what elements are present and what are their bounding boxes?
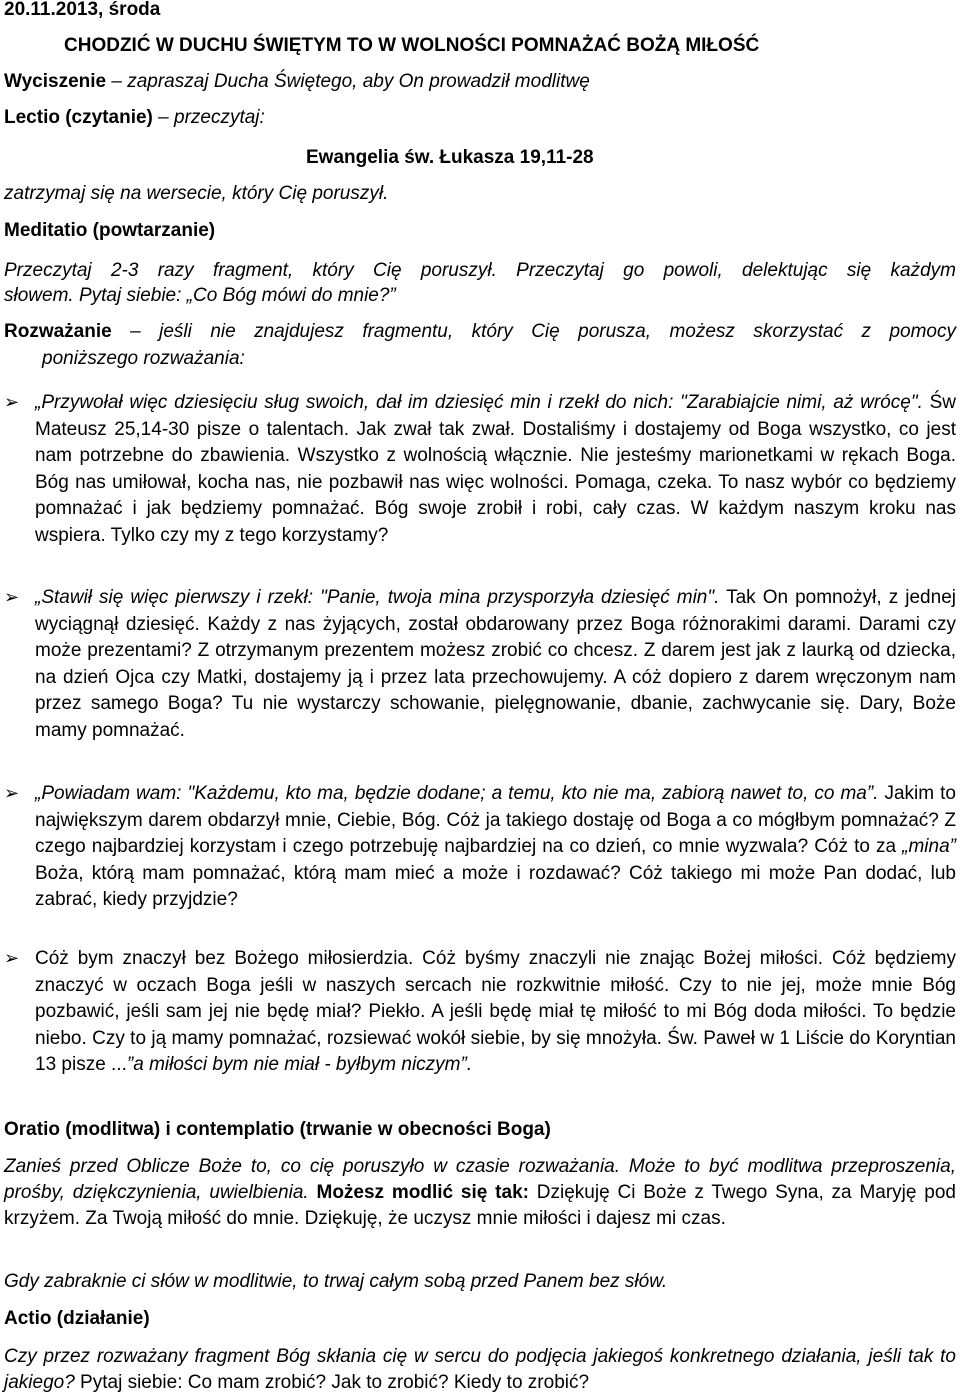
rozwazanie-line-1 — [4, 320, 956, 344]
rozwazanie-line-2: poniższego rozważania: — [42, 348, 245, 369]
meditatio-label: Meditatio (powtarzanie) — [4, 220, 216, 241]
bullet-1-body: Św Mateusz 25,14-30 pisze o talentach. Jak zwał tak zwał. Dostaliśmy i dostajemy od Boga wszystko, co jest nam potrzebne do zbawienia. Wszystko z wolnością włącznie. Nie jesteśmy marionetkami w rękach Boga. Bóg nas umiłował, kocha nas, nie pozbawił nas więc wolności. Pomaga, czeka. To nasz wybór co będziemy pomnażać i jak będziemy pomnażać. Bóg swoje zrobił i robi, cały czas. W każdym naszym kroku nas wspiera. Tylko czy my z tego korzystamy? — [35, 392, 956, 546]
actio-label: Actio (działanie) — [4, 1308, 150, 1329]
date: 20.11.2013, środa — [4, 0, 161, 20]
bullet-4-body: Cóż bym znaczył bez Bożego miłosierdzia. Cóż byśmy znaczyli nie znając Bożej miłości. Cóż będziemy znaczyć w oczach Boga jeśli w naszych sercach nie rozkwitnie miłość. Czy to nie jej, może mnie Bóg pozbawić, jeśli sam jej nie będę miał? Piekło. A jeśli będę miał tę miłość to mi Bóg doda miłości. To będzie niebo. Czy to ją mamy pomnażać, rozsiewać wokół siebie, by się mnożyła. Św. Paweł w 1 Liście do Koryntian 13 pisze ... — [35, 948, 956, 1075]
bullet-4-text — [35, 946, 956, 1079]
bullet-1-quote: „Przywołał więc dziesięciu sług swoich, dał im dziesięć min i rzekł do nich: "Zarabiajcie nimi, aż wrócę". — [35, 392, 923, 413]
bullet-3-body-a: Jakim to największym darem obdarzył mnie, Ciebie, Bóg. Cóż ja takiego dostaję od Boga a co mógłbym pomnażać? Z czego najbardziej korzystam i czego potrzebuję najbardziej na co dzień, co mnie wyzwala? Cóż to za — [35, 783, 956, 857]
gospel-reference: Ewangelia św. Łukasza 19,11-28 — [306, 147, 594, 168]
oratio-bold: Możesz modlić się tak: — [308, 1182, 529, 1203]
lectio-line — [4, 106, 265, 130]
meditatio-line-2: słowem. Pytaj siebie: „Co Bóg mówi do mnie?” — [4, 285, 396, 306]
arrowhead-bullet-icon: ➢ — [4, 783, 20, 803]
lectio-label: Lectio (czytanie) — [4, 107, 153, 128]
page-title: CHODZIĆ W DUCHU ŚWIĘTYM TO W WOLNOŚCI POMNAŻAĆ BOŻĄ MIŁOŚĆ — [64, 35, 760, 56]
bullet-3-quote: „Powiadam wam: "Każdemu, kto ma, będzie dodane; a temu, kto nie ma, zabiorą nawet to, co ma”. — [35, 783, 879, 804]
oratio-silence: Gdy zabraknie ci słów w modlitwie, to trwaj całym sobą przed Panem bez słów. — [4, 1271, 668, 1292]
wyciszenie-text: – zapraszaj Ducha Świętego, aby On prowadził modlitwę — [106, 71, 590, 92]
bullet-3-mina: „mina” — [902, 836, 956, 857]
rozwazanie-text: – jeśli nie znajdujesz fragmentu, który Cię porusza, możesz skorzystać z pomocy — [111, 321, 956, 342]
actio-paragraph — [4, 1344, 956, 1396]
bullet-2-quote: „Stawił się więc pierwszy i rzekł: "Panie, twoja mina przysporzyła dziesięć min". — [35, 587, 720, 608]
bullet-3-text — [35, 781, 956, 914]
arrowhead-bullet-icon: ➢ — [4, 587, 20, 607]
actio-text: Pytaj siebie: Co mam zrobić? Jak to zrobić? Kiedy to zrobić? — [74, 1372, 590, 1393]
bullet-1-text — [35, 390, 956, 549]
actio-italic: Czy przez rozważany fragment Bóg skłania cię w sercu do podjęcia jakiegoś konkretnego działania, jeśli tak to jakiego? — [4, 1346, 956, 1393]
bullet-2-body: Tak On pomnożył, z jednej wyciągnął dziesięć. Każdy z nas żyjących, został obdarowany przez Boga różnorakimi darami. Darami czy może prezentami? Z otrzymanym prezentem możesz zrobić co chcesz. Z darem jest jak z laurką od dziecka, na dzień Ojca czy Matki, dostajemy ją i przez lata przechowujemy. A cóż dopiero z darem wręczonym nam przez samego Boga? Tu nie wystarczy schowanie, pielęgnowanie, dbanie, zachwycanie się. Dary, Boże mamy pomnażać. — [35, 587, 956, 741]
arrowhead-bullet-icon: ➢ — [4, 948, 20, 968]
stop-verse: zatrzymaj się na wersecie, który Cię poruszył. — [4, 183, 389, 204]
bullet-2-text — [35, 585, 956, 744]
oratio-italic: Zanieś przed Oblicze Boże to, co cię poruszyło w czasie rozważania. Może to być modlitwa przeproszenia, prośby, dziękczynienia, uwielbienia. — [4, 1156, 956, 1203]
rozwazanie-label: Rozważanie — [4, 321, 112, 342]
wyciszenie-line — [4, 70, 590, 94]
wyciszenie-label: Wyciszenie — [4, 71, 107, 92]
oratio-label: Oratio (modlitwa) i contemplatio (trwanie w obecności Boga) — [4, 1119, 551, 1140]
lectio-text: – przeczytaj: — [152, 107, 265, 128]
oratio-paragraph — [4, 1154, 956, 1232]
arrowhead-bullet-icon: ➢ — [4, 392, 20, 412]
bullet-3-body-b: Boża, którą mam pomnażać, którą mam mieć a może i rozdawać? Cóż takiego mi może Pan dodać, lub zabrać, kiedy przyjdzie? — [35, 862, 956, 910]
meditatio-line-1: Przeczytaj 2-3 razy fragment, który Cię poruszył. Przeczytaj go powoli, delektując się każdym — [4, 260, 956, 281]
oratio-text: Dziękuję Ci Boże z Twego Syna, za Maryję pod krzyżem. Za Twoją miłość do mnie. Dziękuję, że uczysz mnie miłości i dajesz mi czas. — [4, 1182, 956, 1229]
bullet-4-quote: ”a miłości bym nie miał - byłbym niczym”. — [126, 1054, 473, 1075]
